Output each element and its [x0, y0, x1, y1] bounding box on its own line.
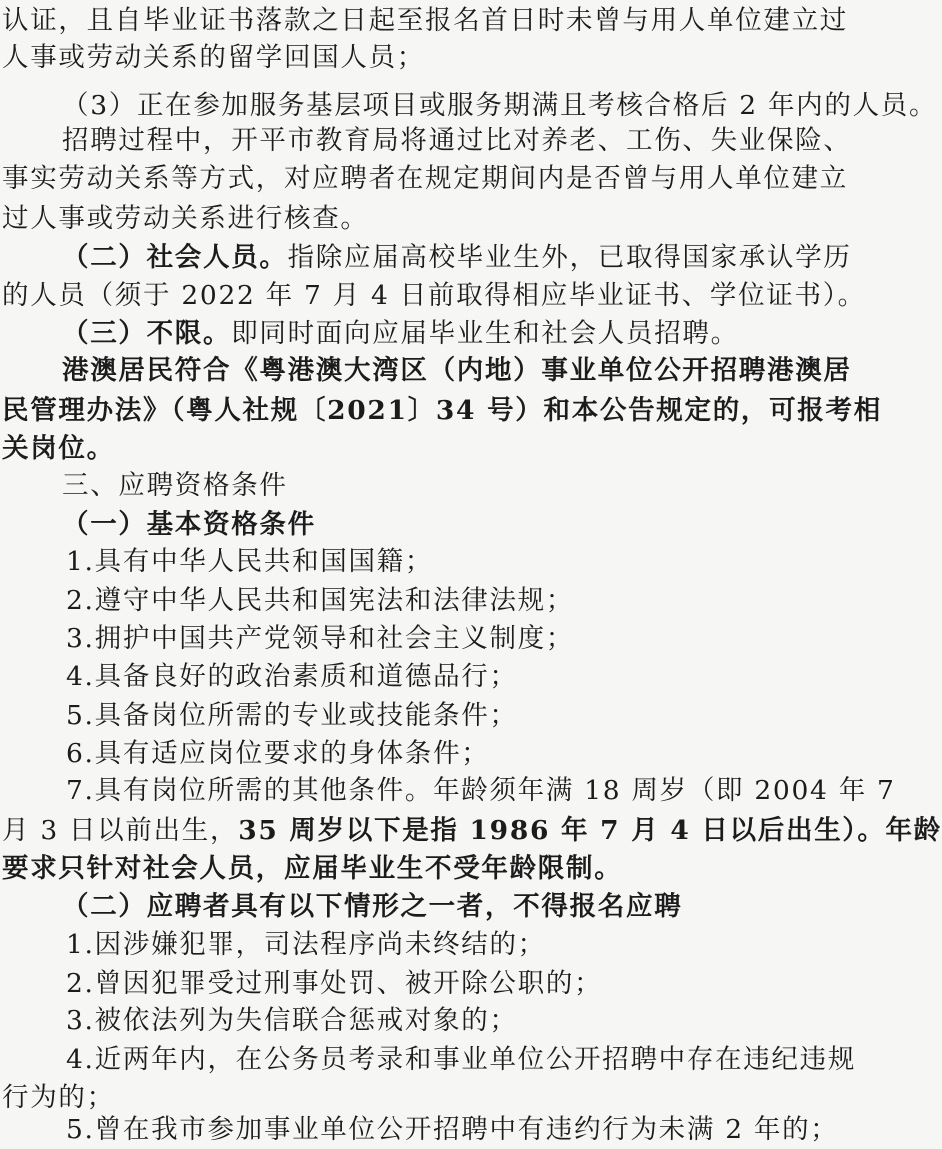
text-line: 港澳居民符合《粤港澳大湾区（内地）事业单位公开招聘港澳居: [62, 355, 852, 386]
text-line: 人事或劳动关系的留学回国人员；: [2, 42, 425, 73]
text-line: 的人员（须于 2022 年 7 月 4 日前取得相应毕业证书、学位证书）。: [2, 280, 866, 311]
text-line: 过人事或劳动关系进行核查。: [2, 203, 369, 234]
section-heading: 三、应聘资格条件: [62, 470, 288, 501]
list-item: 2.曾因犯罪受过刑事处罚、被开除公职的；: [66, 968, 603, 999]
list-item: 3.被依法列为失信联合惩戒对象的；: [66, 1005, 518, 1036]
list-item: 4.近两年内，在公务员考录和事业单位公开招聘中存在违纪违规: [66, 1044, 857, 1075]
section-heading: （一）基本资格条件: [62, 509, 316, 540]
list-item: 1.因涉嫌犯罪，司法程序尚未终结的；: [66, 929, 546, 960]
list-item: 3.拥护中国共产党领导和社会主义制度；: [66, 623, 575, 654]
list-item: 5.曾在我市参加事业单位公开招聘中有违约行为未满 2 年的；: [66, 1114, 839, 1145]
section-heading: （三）不限。: [62, 318, 232, 349]
text-line: 关岗位。: [2, 433, 115, 464]
text-line: 认证，且自毕业证书落款之日起至报名首日时未曾与用人单位建立过: [2, 5, 848, 36]
list-item: 2.遵守中华人民共和国宪法和法律法规；: [66, 585, 575, 616]
text-line: 事实劳动关系等方式，对应聘者在规定期间内是否曾与用人单位建立: [2, 163, 848, 194]
list-item: 5.具备岗位所需的专业或技能条件；: [66, 700, 518, 731]
text-line: [2, 812, 942, 850]
text-run: 35 周岁以下是指 1986 年 7 月 4 日以后出生）。年龄: [238, 815, 942, 846]
text-line: 要求只针对社会人员，应届毕业生不受年龄限制。: [2, 853, 623, 884]
text-line: [62, 315, 739, 353]
section-heading: （二）应聘者具有以下情形之一者，不得报名应聘: [62, 891, 683, 922]
text-line: 民管理办法》（粤人社规〔2021〕34 号）和本公告规定的，可报考相: [2, 395, 882, 426]
text-line: （3）正在参加服务基层项目或服务期满且考核合格后 2 年内的人员。: [62, 90, 938, 121]
text-line: 招聘过程中，开平市教育局将通过比对养老、工伤、失业保险、: [62, 125, 852, 156]
list-item: 4.具备良好的政治素质和道德品行；: [66, 661, 518, 692]
text-run: 即同时面向应届毕业生和社会人员招聘。: [231, 318, 739, 349]
section-heading: （二）社会人员。: [62, 242, 288, 273]
list-item: 1.具有中华人民共和国国籍；: [66, 546, 434, 577]
text-line: 行为的；: [2, 1082, 115, 1113]
list-item: 6.具有适应岗位要求的身体条件；: [66, 738, 490, 769]
text-run: 月 3 日以前出生，: [2, 815, 239, 846]
list-item: 7.具有岗位所需的其他条件。年龄须年满 18 周岁（即 2004 年 7: [66, 775, 896, 806]
text-line: [62, 239, 852, 277]
text-run: 指除应届高校毕业生外，已取得国家承认学历: [287, 242, 852, 273]
